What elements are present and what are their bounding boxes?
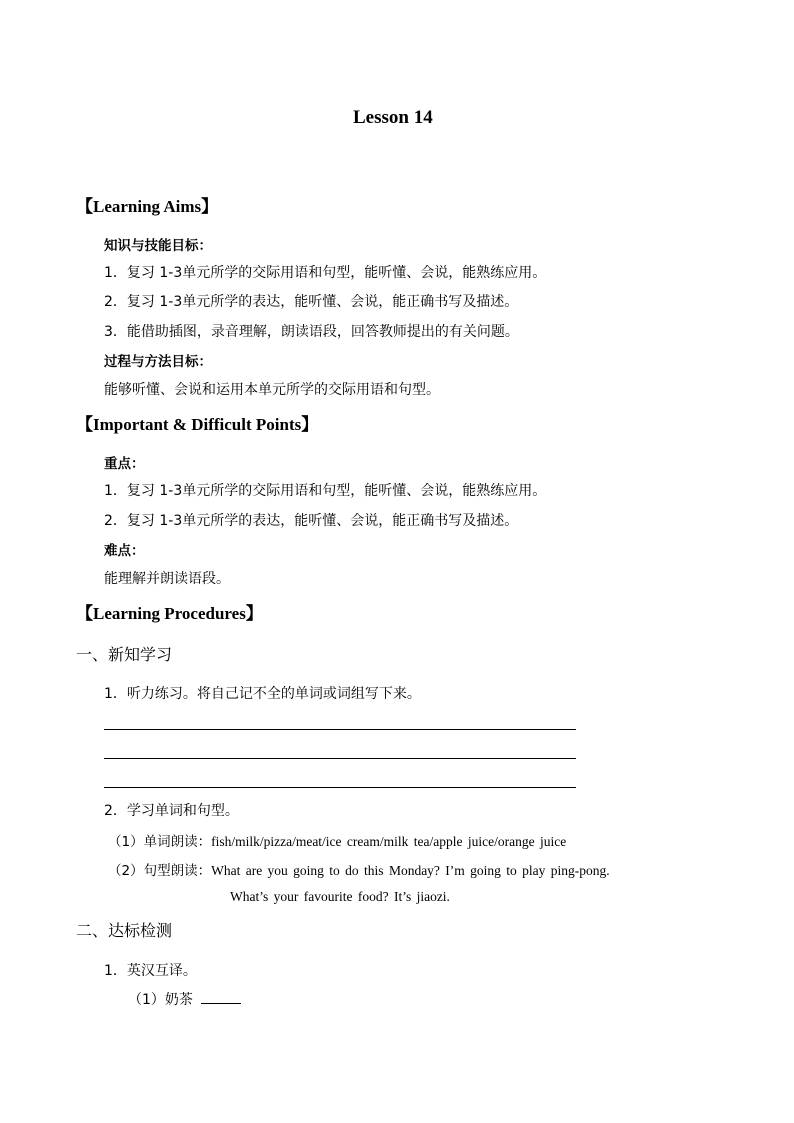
key-item-2: 2．复习 1-3单元所学的表达，能听懂、会说，能正确书写及描述。 — [104, 513, 519, 529]
part1-item-2: 2．学习单词和句型。 — [104, 803, 239, 819]
difficult-label: 难点： — [104, 543, 145, 559]
word-reading-text: fish/milk/pizza/meat/ice cream/milk tea/apple juice/orange juice — [211, 834, 567, 849]
key-item-1: 1．复习 1-3单元所学的交际用语和句型，能听懂、会说，能熟练应用。 — [104, 483, 547, 499]
process-label: 过程与方法目标： — [104, 354, 212, 370]
sentence-reading-text-2: What’s your favourite food? It’s jiaozi. — [230, 889, 450, 904]
sentence-reading-line — [108, 859, 610, 879]
word-reading-label: （1）单词朗读： — [108, 834, 212, 850]
knowledge-item-3: 3．能借助插图，录音理解，朗读语段，回答教师提出的有关问题。 — [104, 324, 519, 340]
knowledge-item-1: 1．复习 1-3单元所学的交际用语和句型，能听懂、会说，能熟练应用。 — [104, 265, 547, 281]
process-text: 能够听懂、会说和运用本单元所学的交际用语和句型。 — [104, 382, 440, 398]
answer-line-1 — [104, 729, 576, 730]
page-title: Lesson 14 — [353, 107, 433, 128]
part1-heading: 一、新知学习 — [76, 645, 173, 664]
question-1 — [128, 989, 241, 1009]
key-label: 重点： — [104, 456, 145, 472]
question-1-blank[interactable] — [201, 989, 241, 1004]
learning-aims-heading: 【Learning Aims】 — [76, 197, 219, 216]
sentence-reading-text-1: What are you going to do this Monday? I’m going to play ping-pong. — [211, 863, 610, 878]
knowledge-label: 知识与技能目标： — [104, 238, 212, 254]
answer-line-2 — [104, 758, 576, 759]
word-reading-line — [108, 830, 566, 850]
question-1-text: （1）奶茶 — [128, 992, 193, 1008]
part2-item-1: 1．英汉互译。 — [104, 963, 197, 979]
part1-item-1: 1．听力练习。将自己记不全的单词或词组写下来。 — [104, 686, 421, 702]
answer-line-3 — [104, 787, 576, 788]
part2-heading: 二、达标检测 — [76, 921, 173, 940]
procedures-heading: 【Learning Procedures】 — [76, 604, 263, 623]
points-heading: 【Important & Difficult Points】 — [76, 415, 319, 434]
difficult-text: 能理解并朗读语段。 — [104, 571, 230, 587]
sentence-reading-label: （2）句型朗读： — [108, 863, 212, 879]
knowledge-item-2: 2．复习 1-3单元所学的表达，能听懂、会说，能正确书写及描述。 — [104, 294, 519, 310]
